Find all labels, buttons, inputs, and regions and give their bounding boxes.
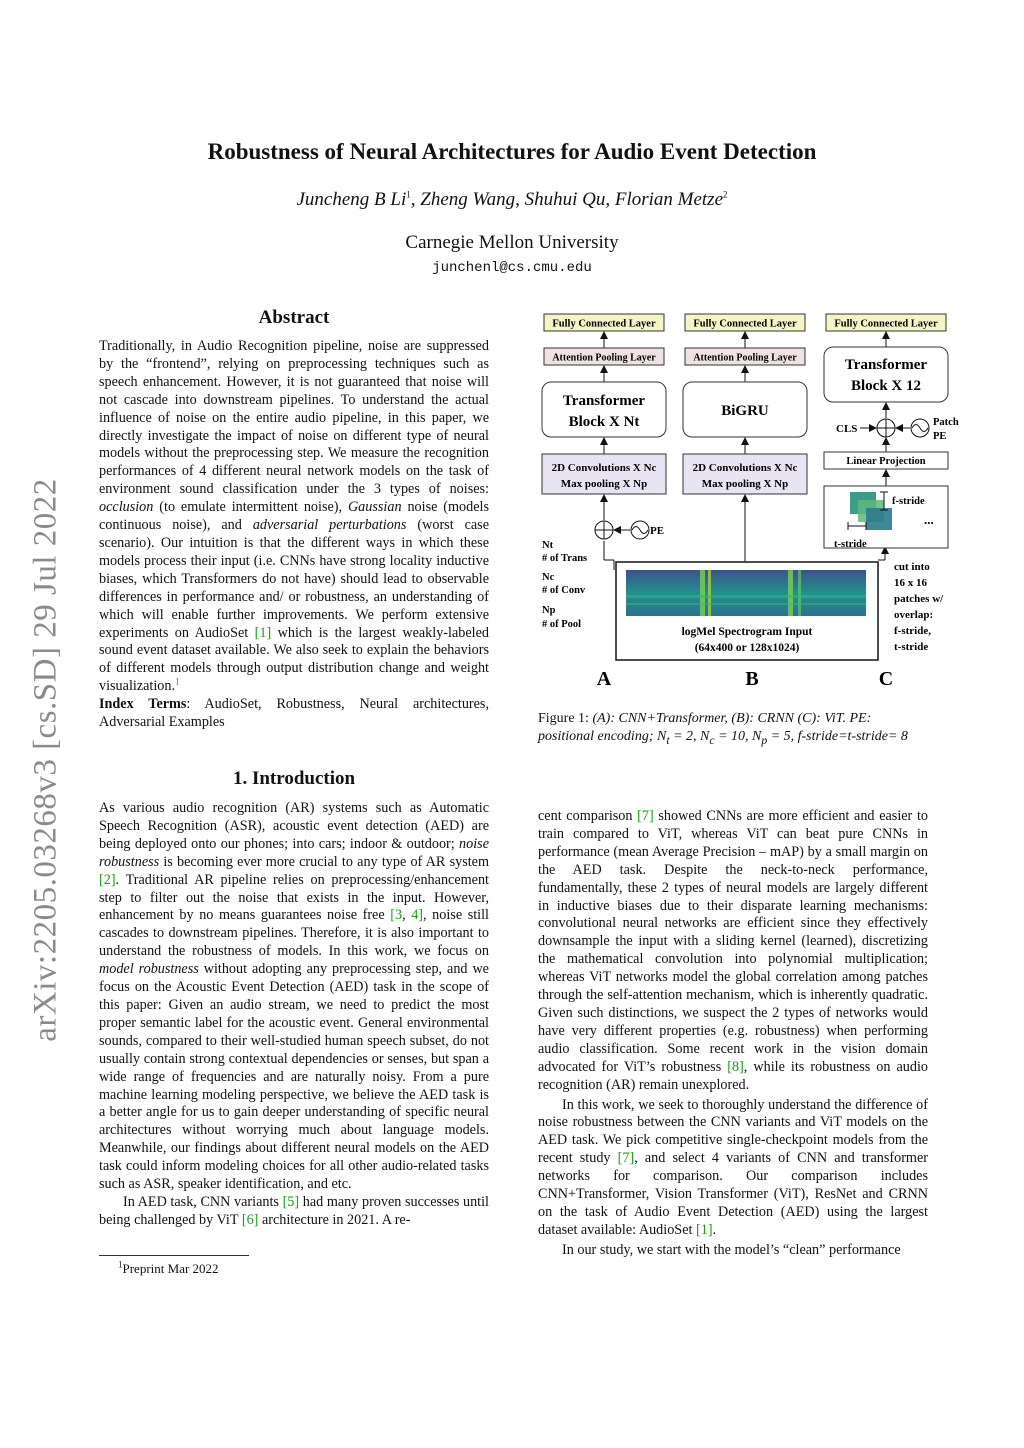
- svg-text:(64x400 or 128x1024): (64x400 or 128x1024): [694, 642, 800, 654]
- svg-text:# of Pool: # of Pool: [542, 619, 582, 630]
- svg-text:f-stride,: f-stride,: [894, 625, 931, 637]
- citation-link[interactable]: [6]: [241, 1211, 259, 1228]
- affiliation: Carnegie Mellon University: [405, 232, 619, 253]
- svg-text:Block X Nt: Block X Nt: [568, 414, 640, 430]
- svg-text:Transformer: Transformer: [562, 393, 646, 409]
- svg-text:16 x 16: 16 x 16: [894, 577, 927, 589]
- svg-text:A: A: [596, 668, 612, 690]
- svg-text:Linear Projection: Linear Projection: [846, 456, 926, 467]
- introduction-body: As various audio recognition (AR) systems such as Automatic Speech Recognition (ASR), acoustic event detection (AED) are being deployed onto our phones; into cars; indoor & outdoor; noise robustness is becoming ever more crucial to any type of AR system [2]. Traditional AR pipeline relies on preprocessing/enhancement step to filter out the noise that exists in the input. However, enhancement by no means guarantees noise free [3, 4], noise still cascades to downstream pipelines. Therefore, it is also important to understand the robustness of models. In this work, we focus on model robustness without adopting any preprocessing step, and we focus on the Acoustic Event Detection (AED) task in the scope of this paper: Given an audio stream, we need to predict the most proper semantic label for the acoustic event. General environmental sounds, compared to their well-studied human speech subset, do not usually contain strong contextual dependencies or senses, but span a wide range of frequencies and are naturally noisy. From a pure machine learning modeling perspective, we believe the AED task is a better angle for us to gain deeper understanding of specific neural architectures without worrying much about language models. Meanwhile, our findings about different neural models on the AED task could inform modeling choices for all other audio-related tasks such as ASR, speaker identification, and etc. In AED task, CNN variants [5] had many proven successes until being challenged by ViT [6] architecture in 2021. A re-: [99, 800, 489, 1228]
- svg-text:Nc: Nc: [542, 572, 555, 583]
- svg-text:PE: PE: [650, 525, 665, 537]
- svg-text:Fully Connected Layer: Fully Connected Layer: [693, 318, 797, 330]
- svg-text:t-stride: t-stride: [894, 641, 929, 653]
- footnote-link[interactable]: 1: [175, 676, 180, 687]
- citation-link[interactable]: [5]: [282, 1193, 300, 1210]
- svg-text:f-stride: f-stride: [892, 496, 925, 507]
- paper-title: Robustness of Neural Architectures for Audio Event Detection: [207, 139, 817, 164]
- svg-text:Max pooling X Np: Max pooling X Np: [560, 478, 648, 490]
- svg-text:Patch: Patch: [933, 417, 959, 428]
- abstract-heading: Abstract: [258, 307, 330, 328]
- svg-text:Max pooling X Np: Max pooling X Np: [701, 478, 789, 490]
- svg-text:PE: PE: [933, 431, 947, 442]
- svg-text:# of Conv: # of Conv: [542, 585, 586, 596]
- svg-text:...: ...: [924, 512, 934, 527]
- svg-text:cut into: cut into: [894, 561, 930, 573]
- svg-text:Fully Connected Layer: Fully Connected Layer: [552, 318, 656, 330]
- author-email[interactable]: junchenl@cs.cmu.edu: [432, 260, 592, 276]
- svg-text:Transformer: Transformer: [844, 357, 928, 373]
- author-list: Juncheng B Li$^1$, Zheng Wang, Shuhui Qu, Florian Metze$^2$: [296, 189, 728, 210]
- spectrogram-image: [626, 570, 866, 616]
- figure-architecture: [530, 300, 970, 695]
- abstract-body: Traditionally, in Audio Recognition pipeline, noise are suppressed by the “frontend”, relying on preprocessing techniques such as speech enhancement. However, it is not guaranteed that noise will not cascade into downstream pipelines. To understand the actual influence of noise on the entire audio pipeline, in this paper, we directly investigate the impact of noise on different type of neural models without the preprocessing step. We measure the recognition performances of 4 different neural network models on the task of environment sound classification under the 3 types of noises: occlusion (to emulate intermittent noise), Gaussian noise (models continuous noise), and adversarial perturbations (worst case scenario). Our intuition is that the different ways in which these models process their input (i.e. CNNs have strong locality inductive biases, which Transformers do not have) should lead to observable differences in performance and/ or robustness, an understanding of which will enable further improvements. We perform extensive experiments on AudioSet [1] which is the largest weakly-labeled sound event dataset available. We also seek to explain the behaviors of different models through output distribution change and weight visualization.$^1$ Index Terms: AudioSet, Robustness, Neural architectures, Adversarial Examples: [99, 338, 489, 731]
- footnote: $^1$Preprint Mar 2022: [118, 1259, 219, 1276]
- svg-text:CLS: CLS: [836, 423, 858, 435]
- svg-text:2D Convolutions X Nc: 2D Convolutions X Nc: [551, 462, 657, 474]
- right-column-body: cent comparison [7] showed CNNs are more efficient and easier to train compared to ViT, whereas ViT can beat pure CNNs in performance (mean Average Precision – mAP) by a small margin on the AED task. Despite the neck-to-neck performance, fundamentally, these 2 types of neural models are largely different in inductive biases due to their disparate learning mechanisms: convolutional neural networks are efficient since they effectively downsample the input with a sliding kernel (learned), discretizing the mathematical convolution into polynomial multiplication; whereas ViT networks model the global correlation among patches through the self-attention mechanism, which is inherently quadratic. Given such distinctions, we suspect the 2 types of networks would have very different properties (e.g. robustness) when performing audio classification. Some recent work in the vision domain advocated for ViT’s robustness [8], while its robustness on audio recognition (AR) remain unexplored. In this work, we seek to thoroughly understand the difference of noise robustness between the CNN variants and ViT models on the AED task. We pick competitive single-checkpoint models from the recent study [7], and select 4 variants of CNN and transformer networks for comparison. Our comparison includes CNN+Transformer, Vision Transformer (ViT), ResNet and CRNN on the task of Audio Event Detection (AED) using the largest dataset available: AudioSet [1]. In our study, we start with the model’s “clean” performance: [538, 808, 928, 1258]
- svg-text:# of Trans: # of Trans: [542, 553, 588, 564]
- svg-text:2D Convolutions X Nc: 2D Convolutions X Nc: [692, 462, 798, 474]
- svg-text:Np: Np: [542, 605, 556, 616]
- svg-text:Fully Connected Layer: Fully Connected Layer: [834, 318, 938, 330]
- svg-text:Block X 12: Block X 12: [850, 378, 922, 394]
- citation-link[interactable]: [2]: [99, 871, 116, 888]
- svg-text:overlap:: overlap:: [894, 609, 934, 621]
- patch: [866, 508, 892, 530]
- citation-link[interactable]: [1]: [254, 624, 272, 641]
- citation-link[interactable]: [7]: [617, 1150, 635, 1167]
- citation-link[interactable]: [7]: [637, 808, 654, 824]
- citation-link[interactable]: [1]: [696, 1221, 713, 1238]
- citation-link[interactable]: [8]: [727, 1058, 744, 1075]
- svg-text:Nt: Nt: [542, 540, 554, 551]
- svg-text:patches w/: patches w/: [894, 593, 944, 605]
- svg-text:BiGRU: BiGRU: [721, 403, 769, 419]
- figure-caption: Figure 1: (A): CNN+Transformer, (B): CRNN (C): ViT. PE: positional encoding; $N_t = 2$, $N_c = 10$, $N_p = 5$, f-stride=t-stride= 8: [538, 711, 908, 747]
- svg-text:C: C: [878, 668, 894, 690]
- arxiv-identifier: arXiv:2205.03268v3 [cs.SD] 29 Jul 2022: [27, 478, 64, 1042]
- svg-text:Attention Pooling Layer: Attention Pooling Layer: [552, 352, 656, 364]
- svg-text:t-stride: t-stride: [834, 539, 867, 550]
- citation-link[interactable]: 4]: [411, 907, 424, 924]
- introduction-heading: 1. Introduction: [232, 768, 356, 789]
- svg-text:B: B: [745, 668, 759, 690]
- svg-text:Attention Pooling Layer: Attention Pooling Layer: [693, 352, 797, 364]
- citation-link[interactable]: [3: [390, 907, 403, 924]
- footnote-rule: [99, 1255, 249, 1256]
- svg-text:logMel Spectrogram Input: logMel Spectrogram Input: [681, 626, 813, 638]
